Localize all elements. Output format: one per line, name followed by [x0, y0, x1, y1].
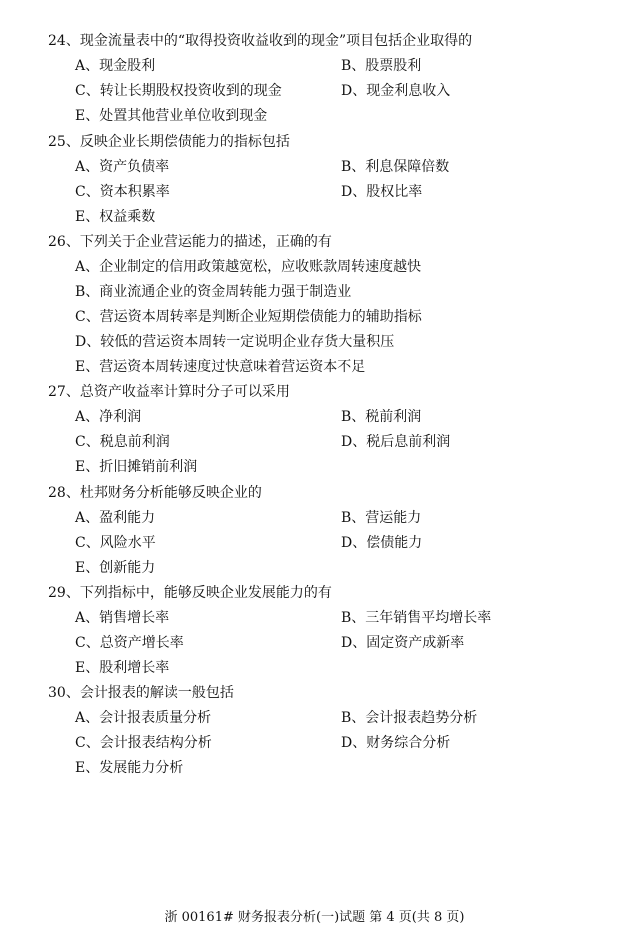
question-stem: 27、总资产收益率计算时分子可以采用 — [48, 384, 290, 400]
page-footer: 浙 00161# 财务报表分析(一)试题 第 4 页(共 8 页) — [164, 910, 465, 925]
answer-option: E、创新能力 — [75, 560, 156, 576]
answer-option: B、利息保障倍数 — [341, 159, 450, 175]
question-stem: 25、反映企业长期偿债能力的指标包括 — [48, 134, 290, 150]
answer-option: A、盈利能力 — [75, 510, 156, 526]
answer-option: B、会计报表趋势分析 — [341, 710, 478, 726]
answer-option: D、现金利息收入 — [341, 83, 451, 99]
question-stem: 24、现金流量表中的“取得投资收益收到的现金”项目包括企业取得的 — [48, 33, 473, 49]
answer-option: C、总资产增长率 — [75, 635, 184, 651]
answer-option: D、偿债能力 — [341, 535, 423, 551]
answer-option: E、权益乘数 — [75, 209, 156, 225]
answer-option: D、股权比率 — [341, 184, 423, 200]
answer-option: E、营运资本周转速度过快意味着营运资本不足 — [75, 359, 366, 375]
question-stem: 29、下列指标中，能够反映企业发展能力的有 — [48, 585, 332, 601]
question-stem: 28、杜邦财务分析能够反映企业的 — [48, 485, 262, 501]
answer-option: C、资本积累率 — [75, 184, 170, 200]
answer-option: B、三年销售平均增长率 — [341, 610, 492, 626]
answer-option: E、折旧摊销前利润 — [75, 459, 198, 475]
answer-option: A、会计报表质量分析 — [75, 710, 212, 726]
answer-option: C、税息前利润 — [75, 434, 170, 450]
answer-option: D、固定资产成新率 — [341, 635, 465, 651]
answer-option: B、商业流通企业的资金周转能力强于制造业 — [75, 284, 352, 300]
answer-option: E、发展能力分析 — [75, 760, 184, 776]
answer-option: B、税前利润 — [341, 409, 422, 425]
answer-option: E、股利增长率 — [75, 660, 170, 676]
answer-option: B、股票股利 — [341, 58, 422, 74]
answer-option: A、净利润 — [75, 409, 142, 425]
answer-option: D、较低的营运资本周转一定说明企业存货大量积压 — [75, 334, 395, 350]
answer-option: D、税后息前利润 — [341, 434, 451, 450]
answer-option: C、会计报表结构分析 — [75, 735, 212, 751]
answer-option: A、企业制定的信用政策越宽松，应收账款周转速度越快 — [75, 259, 422, 275]
answer-option: C、风险水平 — [75, 535, 156, 551]
answer-option: A、现金股利 — [75, 58, 156, 74]
question-stem: 26、下列关于企业营运能力的描述，正确的有 — [48, 234, 332, 250]
answer-option: B、营运能力 — [341, 510, 422, 526]
answer-option: C、转让长期股权投资收到的现金 — [75, 83, 282, 99]
answer-option: E、处置其他营业单位收到现金 — [75, 108, 268, 124]
answer-option: A、销售增长率 — [75, 610, 170, 626]
answer-option: C、营运资本周转率是判断企业短期偿债能力的辅助指标 — [75, 309, 422, 325]
answer-option: D、财务综合分析 — [341, 735, 451, 751]
question-stem: 30、会计报表的解读一般包括 — [48, 685, 234, 701]
answer-option: A、资产负债率 — [75, 159, 170, 175]
